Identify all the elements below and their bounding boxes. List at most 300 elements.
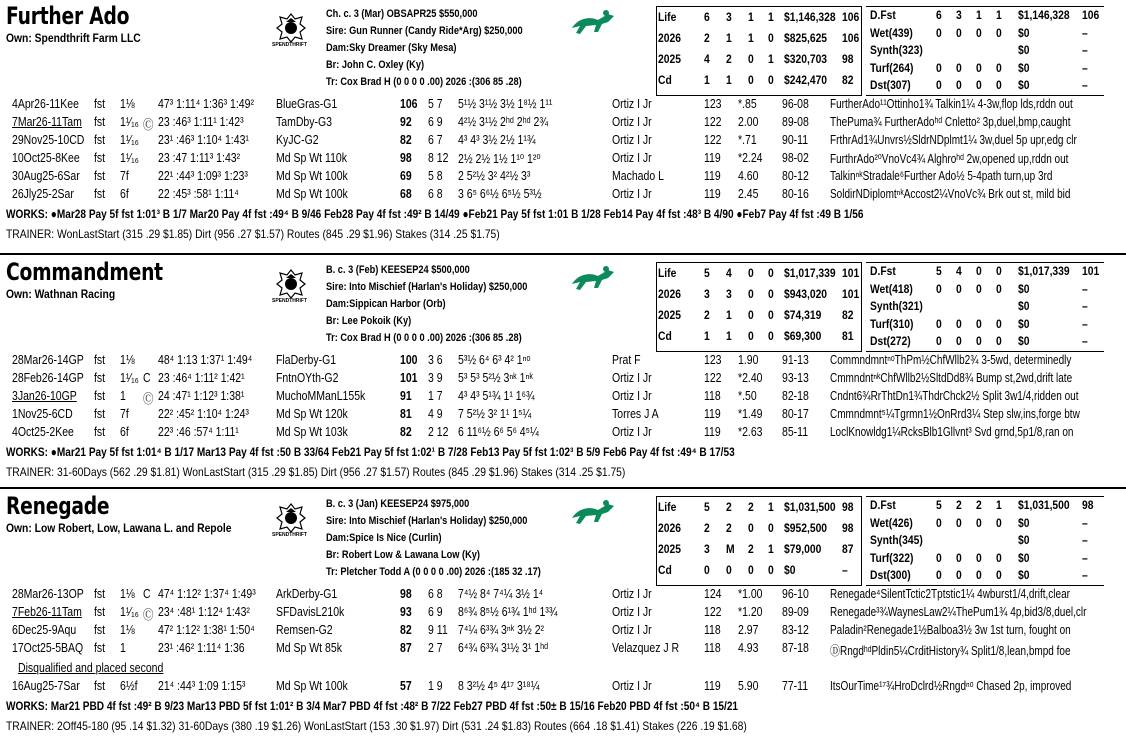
pp-line [0, 623, 1126, 640]
owner-line: Own: Wathnan Racing [6, 287, 116, 301]
record-cell: 0 [704, 563, 710, 577]
pp-race: Md Sp Wt 100k [276, 169, 348, 183]
pp-odds: *1.00 [738, 587, 763, 601]
pp-figs: 98-02 [782, 151, 809, 165]
record-cell: 0 [768, 287, 774, 301]
record-cell: 1 [726, 329, 732, 343]
pp-date: 4Oct25-2Kee [12, 425, 74, 439]
pp-odds: *.85 [738, 97, 757, 111]
record-cell: $0 [784, 563, 796, 577]
surface-cell: – [1082, 60, 1088, 75]
pp-race: Md Sp Wt 100k [276, 679, 348, 693]
pp-figs: 91-13 [782, 353, 809, 367]
pp-wt: 119 [704, 407, 721, 421]
record-cell: Life [658, 10, 677, 24]
surface-cell: – [1082, 78, 1088, 92]
pp-track: fst [94, 605, 106, 619]
pp-race: TamDby-G3 [276, 115, 333, 129]
record-cell: 4 [726, 266, 732, 280]
surface-cell: $0 [1018, 533, 1030, 547]
record-cell: Life [658, 500, 677, 514]
record-cell: M [726, 542, 735, 556]
pp-odds: 2.45 [738, 187, 759, 201]
pp-frac: 23¹ :46³ 1:10⁴ 1:43¹ [158, 133, 249, 147]
trainer-stats-line: TRAINER: 2Off45-180 (95 .14 $1.32) 31-60Days (380 .19 $1.26) WonLastStart (153 .30 $1.97) Dirt (531 .24 $1.83) Routes (664 .18 $1.41) Stakes (226 .19 $1.68) [6, 719, 747, 733]
pp-track: fst [94, 169, 106, 183]
pp-calls: 4³ 4³ 3½ 2½ 1¹¾ [458, 133, 536, 147]
pp-comment: ⒹRngdʰᵈPldin5¼CrditHistory¾ Split1/8,lean,bmpd foe [830, 644, 1071, 658]
pp-dist: 1⅛ [120, 97, 135, 111]
record-cell: 1 [748, 31, 754, 45]
pp-figs: 80-17 [782, 407, 809, 421]
pp-comment: Cmmndmnt⁵¼Tgrmn1½OnRrd3¼ Step slw,ins,forge btw [830, 407, 1080, 421]
record-cell: $1,017,339 [784, 266, 836, 280]
pp-wt: 118 [704, 389, 721, 403]
pp-figs: 89-08 [782, 115, 809, 129]
pp-figs: 96-08 [782, 97, 809, 111]
horse-entry [0, 256, 1126, 496]
surface-cell: 0 [996, 281, 1002, 296]
pp-calls: 5³½ 6⁴ 6³ 4² 1ⁿᵒ [458, 353, 531, 367]
workouts-line: WORKS: ●Mar28 Pay 5f fst 1:01³ B 1/7 Mar20 Pay 4f fst :49⁴ B 9/46 Feb28 Pay 4f fst :49² B 14/49 ●Feb21 Pay 5f fst 1:01 B 1/28 Feb14 Pay 4f fst :48³ B 4/90 ●Feb7 Pay 4f fst :49 B 1/56 [6, 207, 864, 221]
surface-cell: 0 [996, 334, 1002, 348]
pp-dist: 6f [120, 187, 129, 201]
surface-cell: Turf(310) [870, 316, 914, 331]
horse-name: Renegade [6, 492, 110, 520]
surface-cell: Dst(300) [870, 568, 911, 582]
pp-line [0, 587, 1126, 604]
surface-cell: 0 [956, 550, 962, 565]
surface-cell: – [1082, 533, 1088, 547]
surface-cell: 0 [956, 78, 962, 92]
record-cell: 4 [704, 52, 710, 66]
trainer-line: Tr: Pletcher Todd A (0 0 0 0 .00) 2026 :(185 32 .17) [326, 566, 541, 578]
trainer-stats-line: TRAINER: 31-60Days (562 .29 $1.81) WonLastStart (315 .29 $1.85) Dirt (956 .27 $1.57) Routes (845 .29 $1.96) Stakes (314 .25 $1.75) [6, 465, 626, 479]
pp-odds: 4.60 [738, 169, 759, 183]
pp-line [0, 169, 1126, 186]
pp-frac: 23 :47 1:11³ 1:43² [158, 151, 241, 165]
pp-date: 4Apr26-11Kee [12, 97, 79, 111]
owner-line: Own: Low Robert, Low, Lawana L. and Repole [6, 521, 232, 535]
pp-date: 28Feb26-14GP [12, 371, 84, 385]
pp-odds: 5.90 [738, 679, 759, 693]
surface-record-box [866, 262, 1104, 352]
pp-c: Ⓒ [143, 392, 154, 406]
record-cell: $825,625 [784, 31, 828, 45]
record-cell: 1 [704, 329, 710, 343]
pp-track: fst [94, 133, 106, 147]
surface-cell: Synth(345) [870, 533, 923, 547]
pp-date: 6Dec25-9Aqu [12, 623, 77, 637]
pp-jockey: Ortiz I Jr [612, 133, 652, 147]
pp-dist: 1 [120, 641, 126, 655]
pp-pp: 6 8 [428, 587, 443, 601]
pp-jockey: Ortiz I Jr [612, 187, 652, 201]
pp-line [0, 115, 1126, 132]
pp-calls: 4³ 4³ 5¹¾ 1¹ 1⁶¾ [458, 389, 535, 403]
surface-cell: 0 [996, 316, 1002, 331]
surface-cell: 0 [996, 550, 1002, 565]
pp-comment: Paladin²Renegade1½Balboa3½ 3w 1st turn, fought on [830, 623, 1071, 637]
record-cell: $69,300 [784, 329, 822, 343]
pp-pp: 5 7 [428, 97, 443, 111]
pp-pp: 1 7 [428, 389, 443, 403]
pp-comment: Renegade⁴SilentTctic2Tptstic1¼ 4wburst1/4,drift,clear [830, 587, 1070, 601]
record-cell: 2026 [658, 31, 681, 45]
surface-cell: 0 [976, 568, 982, 582]
pp-comment: TalkinⁿᵏStradale⁶Further Ado½ 5-4path turn,up 3rd [830, 169, 1053, 183]
surface-cell: $0 [1018, 334, 1030, 348]
pp-wt: 119 [704, 187, 721, 201]
pp-calls: 8⁶¾ 8⁵½ 6¹¾ 1ʰᵈ 1³¾ [458, 605, 558, 619]
record-cell: 1 [726, 308, 732, 322]
dam-line: Dam:Sky Dreamer (Sky Mesa) [326, 42, 457, 54]
pp-pp: 6 9 [428, 115, 443, 129]
pp-frac: 24 :47¹ 1:12³ 1:38¹ [158, 389, 245, 403]
pp-race: FntnOYth-G2 [276, 371, 339, 385]
pp-c: Ⓒ [143, 608, 154, 622]
pp-date: 29Nov25-10CD [12, 133, 85, 147]
pp-dist: 1¹⁄₁₆ [120, 151, 139, 165]
record-cell: Life [658, 266, 677, 280]
record-box-left-edge [656, 497, 657, 585]
pp-bsf: 91 [400, 389, 412, 403]
pp-pp: 2 7 [428, 641, 443, 655]
surface-cell: $0 [1018, 25, 1030, 40]
record-cell: 2026 [658, 287, 681, 301]
pp-wt: 122 [704, 371, 722, 385]
pp-race: Md Sp Wt 110k [276, 151, 348, 165]
pp-frac: 23 :46³ 1:11¹ 1:42³ [158, 115, 244, 129]
surface-cell: $0 [1018, 60, 1030, 75]
pp-figs: 93-13 [782, 371, 809, 385]
pp-line [0, 679, 1126, 696]
surface-cell: $0 [1018, 550, 1030, 565]
surface-cell: 5 [936, 498, 942, 512]
pp-c: Ⓒ [143, 118, 154, 132]
farm-crest-logo [274, 12, 308, 46]
pp-wt: 119 [704, 169, 721, 183]
pp-comment: FurthrAdo²⁰VnoVc4¾ Alghroʰᵈ 2w,opened up,rddn out [830, 152, 1069, 166]
pp-date: 7Mar26-11Tam [12, 115, 82, 129]
trainer-line: Tr: Cox Brad H (0 0 0 0 .00) 2026 :(306 85 .28) [326, 76, 522, 88]
pp-frac: 48⁴ 1:13 1:37¹ 1:49⁴ [158, 353, 253, 367]
pp-calls: 7⁴¼ 6³¾ 3ⁿᵏ 3½ 2² [458, 623, 545, 637]
pp-pp: 5 8 [428, 169, 443, 183]
pp-odds: 1.90 [738, 353, 759, 367]
pp-frac: 22 :45³ :58¹ 1:11⁴ [158, 187, 239, 201]
surface-cell: 1 [976, 8, 982, 22]
workouts-line: WORKS: ●Mar21 Pay 5f fst 1:01⁴ B 1/17 Mar13 Pay 4f fst :50 B 33/64 Feb21 Pay 5f fst 1:02¹ B 7/28 Feb13 Pay 5f fst 1:02³ B 5/9 Feb6 Pay 4f fst :49⁴ B 17/53 [6, 445, 735, 459]
record-cell: 2 [726, 500, 732, 514]
section-divider [0, 487, 1126, 489]
pp-track: fst [94, 407, 106, 421]
pp-odds: *.50 [738, 389, 757, 403]
pp-figs: 87-18 [782, 641, 809, 655]
pp-line [0, 151, 1126, 168]
sire-line: Sire: Gun Runner (Candy Ride*Arg) $250,000 [326, 25, 523, 37]
pp-comment: ThePuma¾ FurtherAdoʰᵈ Cnletto² 3p,duel,bmp,caught [830, 115, 1071, 129]
record-cell: 0 [748, 521, 754, 535]
record-cell: 0 [768, 308, 774, 322]
record-cell: 0 [748, 563, 754, 577]
record-cell: 106 [842, 10, 860, 24]
record-cell: 3 [704, 287, 710, 301]
breeder-line: Br: Robert Low & Lawana Low (Ky) [326, 549, 481, 561]
record-cell: 2 [748, 500, 754, 514]
surface-cell: 0 [976, 264, 982, 278]
record-cell: 2026 [658, 521, 681, 535]
pp-figs: 85-11 [782, 425, 809, 439]
record-box-left-edge [656, 263, 657, 351]
pp-comment: FrthrAd1¾Unvrs½SldrNDplmt1¼ 3w,duel 5p upr,edg clr [830, 133, 1077, 147]
pp-frac: 23 :46⁴ 1:11² 1:42¹ [158, 371, 245, 385]
section-divider [0, 253, 1126, 255]
pp-jockey: Ortiz I Jr [612, 115, 652, 129]
surface-cell: Wet(439) [870, 25, 913, 40]
pp-jockey: Ortiz I Jr [612, 679, 652, 693]
career-record-box [656, 496, 862, 586]
pp-jockey: Prat F [612, 353, 641, 367]
record-cell: 0 [748, 329, 754, 343]
crest-caption: SPENDTHRIFT [272, 42, 307, 48]
pp-wt: 119 [704, 151, 721, 165]
record-cell: 0 [748, 266, 754, 280]
pp-comment: Renegade³¾WaynesLaw2¼ThePum1¾ 4p,bid3/8,duel,clr [830, 605, 1087, 619]
record-cell: $1,146,328 [784, 10, 836, 24]
horse-name: Further Ado [6, 2, 130, 30]
surface-cell: Turf(264) [870, 60, 914, 75]
record-cell: – [842, 563, 848, 577]
jockey-silks-icon [568, 8, 620, 36]
record-cell: 0 [768, 329, 774, 343]
pp-line [0, 389, 1126, 406]
pp-odds: *1.20 [738, 605, 763, 619]
pp-jockey: Machado L [612, 169, 664, 183]
pp-bsf: 101 [400, 371, 418, 385]
surface-cell: 0 [976, 334, 982, 348]
pp-race: Md Sp Wt 85k [276, 641, 342, 655]
pp-odds: *.71 [738, 133, 757, 147]
surface-cell: – [1082, 568, 1088, 582]
record-cell: 2025 [658, 308, 681, 322]
surface-cell: $0 [1018, 78, 1030, 92]
pp-race: Remsen-G2 [276, 623, 333, 637]
record-cell: 106 [842, 31, 860, 45]
surface-cell: 0 [976, 60, 982, 75]
pp-pp: 6 7 [428, 133, 443, 147]
surface-cell: 0 [956, 60, 962, 75]
record-cell: 0 [768, 563, 774, 577]
pp-dist: 1 [120, 389, 126, 403]
surface-cell: 0 [936, 550, 942, 565]
surface-cell: 0 [976, 550, 982, 565]
crest-caption: SPENDTHRIFT [272, 298, 307, 304]
record-cell: 6 [704, 10, 710, 24]
record-cell: $952,500 [784, 521, 828, 535]
surface-cell: – [1082, 334, 1088, 348]
surface-cell: D.Fst [870, 8, 896, 22]
pp-wt: 122 [704, 133, 722, 147]
pp-dist: 6f [120, 425, 129, 439]
pp-date: 26Jly25-2Sar [12, 187, 74, 201]
pp-track: fst [94, 187, 106, 201]
surface-cell: 0 [996, 78, 1002, 92]
jockey-silks-icon [568, 498, 620, 526]
record-cell: $242,470 [784, 73, 828, 87]
pp-bsf: 93 [400, 605, 412, 619]
record-box-right-edge [861, 263, 862, 351]
record-cell: Cd [658, 563, 672, 577]
pp-odds: *2.24 [738, 151, 763, 165]
pp-bsf: 81 [400, 407, 412, 421]
pp-date: 28Mar26-13OP [12, 587, 84, 601]
pp-jockey: Ortiz I Jr [612, 389, 652, 403]
pp-pp: 3 6 [428, 353, 443, 367]
career-record-box [656, 6, 862, 96]
pp-race: Md Sp Wt 120k [276, 407, 348, 421]
sex-age-sale: B. c. 3 (Feb) KEESEP24 $500,000 [326, 264, 470, 276]
pp-line [0, 425, 1126, 442]
pp-line [0, 641, 1126, 658]
record-cell: $320,703 [784, 52, 828, 66]
career-record-box [656, 262, 862, 352]
pp-line [0, 133, 1126, 150]
pp-race: KyJC-G2 [276, 133, 319, 147]
pp-frac: 23⁴ :48¹ 1:12⁴ 1:43² [158, 605, 250, 619]
pp-track: fst [94, 623, 106, 637]
pp-frac: 47² 1:12² 1:38¹ 1:50⁴ [158, 623, 255, 637]
pp-c: C [143, 371, 151, 385]
pp-comment: Cndnt6¾RrThtDn1¾ThdrChck2½ Split 3w1/4,ridden out [830, 389, 1079, 403]
pp-date: 17Oct25-5BAQ [12, 641, 84, 655]
pp-comment: LoclKnowldg1¼RcksBlb1Gllvnt³ Svd grnd,5p1/8,ran on [830, 425, 1074, 439]
surface-cell: 0 [936, 60, 942, 75]
pp-figs: 89-09 [782, 605, 809, 619]
record-cell: Cd [658, 73, 672, 87]
pp-wt: 122 [704, 605, 722, 619]
pp-calls: 5¹½ 3¹½ 3½ 1⁸½ 1¹¹ [458, 97, 553, 111]
pp-jockey: Ortiz I Jr [612, 151, 652, 165]
pp-bsf: 68 [400, 187, 412, 201]
pp-date: 1Nov25-6CD [12, 407, 73, 421]
surface-cell: Synth(323) [870, 43, 923, 57]
pp-odds: *2.63 [738, 425, 763, 439]
pp-figs: 77-11 [782, 679, 809, 693]
record-cell: $79,000 [784, 542, 822, 556]
surface-cell: 0 [996, 515, 1002, 530]
surface-cell: 0 [936, 281, 942, 296]
surface-cell: – [1082, 25, 1088, 40]
surface-cell: 0 [976, 78, 982, 92]
surface-cell: Wet(418) [870, 281, 913, 296]
pp-jockey: Torres J A [612, 407, 659, 421]
pp-track: fst [94, 587, 106, 601]
surface-cell: $1,146,328 [1018, 8, 1070, 22]
sire-line: Sire: Into Mischief (Harlan's Holiday) $250,000 [326, 281, 528, 293]
pp-track: fst [94, 115, 106, 129]
pp-bsf: 87 [400, 641, 412, 655]
surface-cell: Turf(322) [870, 550, 914, 565]
record-cell: 2 [704, 31, 710, 45]
record-cell: 2 [726, 521, 732, 535]
pp-dist: 1⅛ [120, 587, 135, 601]
record-cell: 3 [726, 10, 732, 24]
surface-cell: Wet(426) [870, 515, 913, 530]
pp-figs: 80-16 [782, 187, 809, 201]
surface-cell: 101 [1082, 264, 1100, 278]
horse-name: Commandment [6, 258, 163, 286]
pp-race: Md Sp Wt 103k [276, 425, 348, 439]
farm-crest-logo [274, 502, 308, 536]
pp-wt: 124 [704, 587, 722, 601]
pp-line [0, 97, 1126, 114]
record-cell: $74,319 [784, 308, 822, 322]
pp-wt: 123 [704, 353, 722, 367]
record-cell: 1 [768, 10, 774, 24]
pp-dist: 1⅛ [120, 353, 135, 367]
pp-wt: 119 [704, 425, 721, 439]
pp-odds: *1.49 [738, 407, 763, 421]
pp-calls: 7⁴½ 8⁴ 7⁴¼ 3½ 1⁴ [458, 587, 544, 601]
pp-dist: 1¹⁄₁₆ [120, 115, 139, 129]
pp-track: fst [94, 151, 106, 165]
pp-figs: 82-18 [782, 389, 809, 403]
pp-bsf: 98 [400, 587, 412, 601]
pp-track: fst [94, 679, 106, 693]
trainer-stats-line: TRAINER: WonLastStart (315 .29 $1.85) Dirt (956 .27 $1.57) Routes (845 .29 $1.96) Stakes (314 .25 $1.75) [6, 227, 500, 241]
surface-record-box [866, 496, 1104, 586]
surface-cell: 98 [1082, 498, 1094, 512]
pp-date: 3Jan26-10GP [12, 389, 77, 403]
pp-track: fst [94, 353, 106, 367]
pp-odds: 2.97 [738, 623, 759, 637]
pp-jockey: Ortiz I Jr [612, 623, 652, 637]
pp-date: 28Mar26-14GP [12, 353, 84, 367]
pp-frac: 47³ 1:11⁴ 1:36³ 1:49² [158, 97, 254, 111]
record-box-left-edge [656, 7, 657, 95]
record-cell: 82 [842, 73, 854, 87]
record-cell: 1 [726, 31, 732, 45]
pp-pp: 8 12 [428, 151, 449, 165]
surface-cell: Dst(272) [870, 334, 911, 348]
pp-pp: 4 9 [428, 407, 443, 421]
surface-cell: 2 [976, 498, 982, 512]
pp-calls: 6⁴¾ 6³¾ 3¹½ 3¹ 1ʰᵈ [458, 641, 549, 655]
pp-pp: 1 9 [428, 679, 443, 693]
surface-cell: Dst(307) [870, 78, 911, 92]
surface-cell: – [1082, 515, 1088, 530]
pp-bsf: 82 [400, 133, 412, 147]
pp-odds: 2.00 [738, 115, 759, 129]
dam-line: Dam:Spice Is Nice (Curlin) [326, 532, 442, 544]
pp-pp: 3 9 [428, 371, 443, 385]
pp-frac: 21⁴ :44³ 1:09 1:15³ [158, 679, 246, 693]
surface-cell: 0 [956, 568, 962, 582]
surface-cell: $0 [1018, 281, 1030, 296]
pp-odds: *2.40 [738, 371, 763, 385]
surface-cell: $0 [1018, 43, 1030, 57]
record-cell: 5 [704, 266, 710, 280]
pp-race: MuchoMManL155k [276, 389, 366, 403]
pp-track: fst [94, 641, 106, 655]
pp-odds: 4.93 [738, 641, 759, 655]
surface-cell: $1,031,500 [1018, 498, 1070, 512]
disqualification-note: Disqualified and placed second [18, 661, 164, 675]
surface-cell: 3 [956, 8, 962, 22]
surface-cell: 0 [956, 515, 962, 530]
record-cell: 2 [704, 521, 710, 535]
